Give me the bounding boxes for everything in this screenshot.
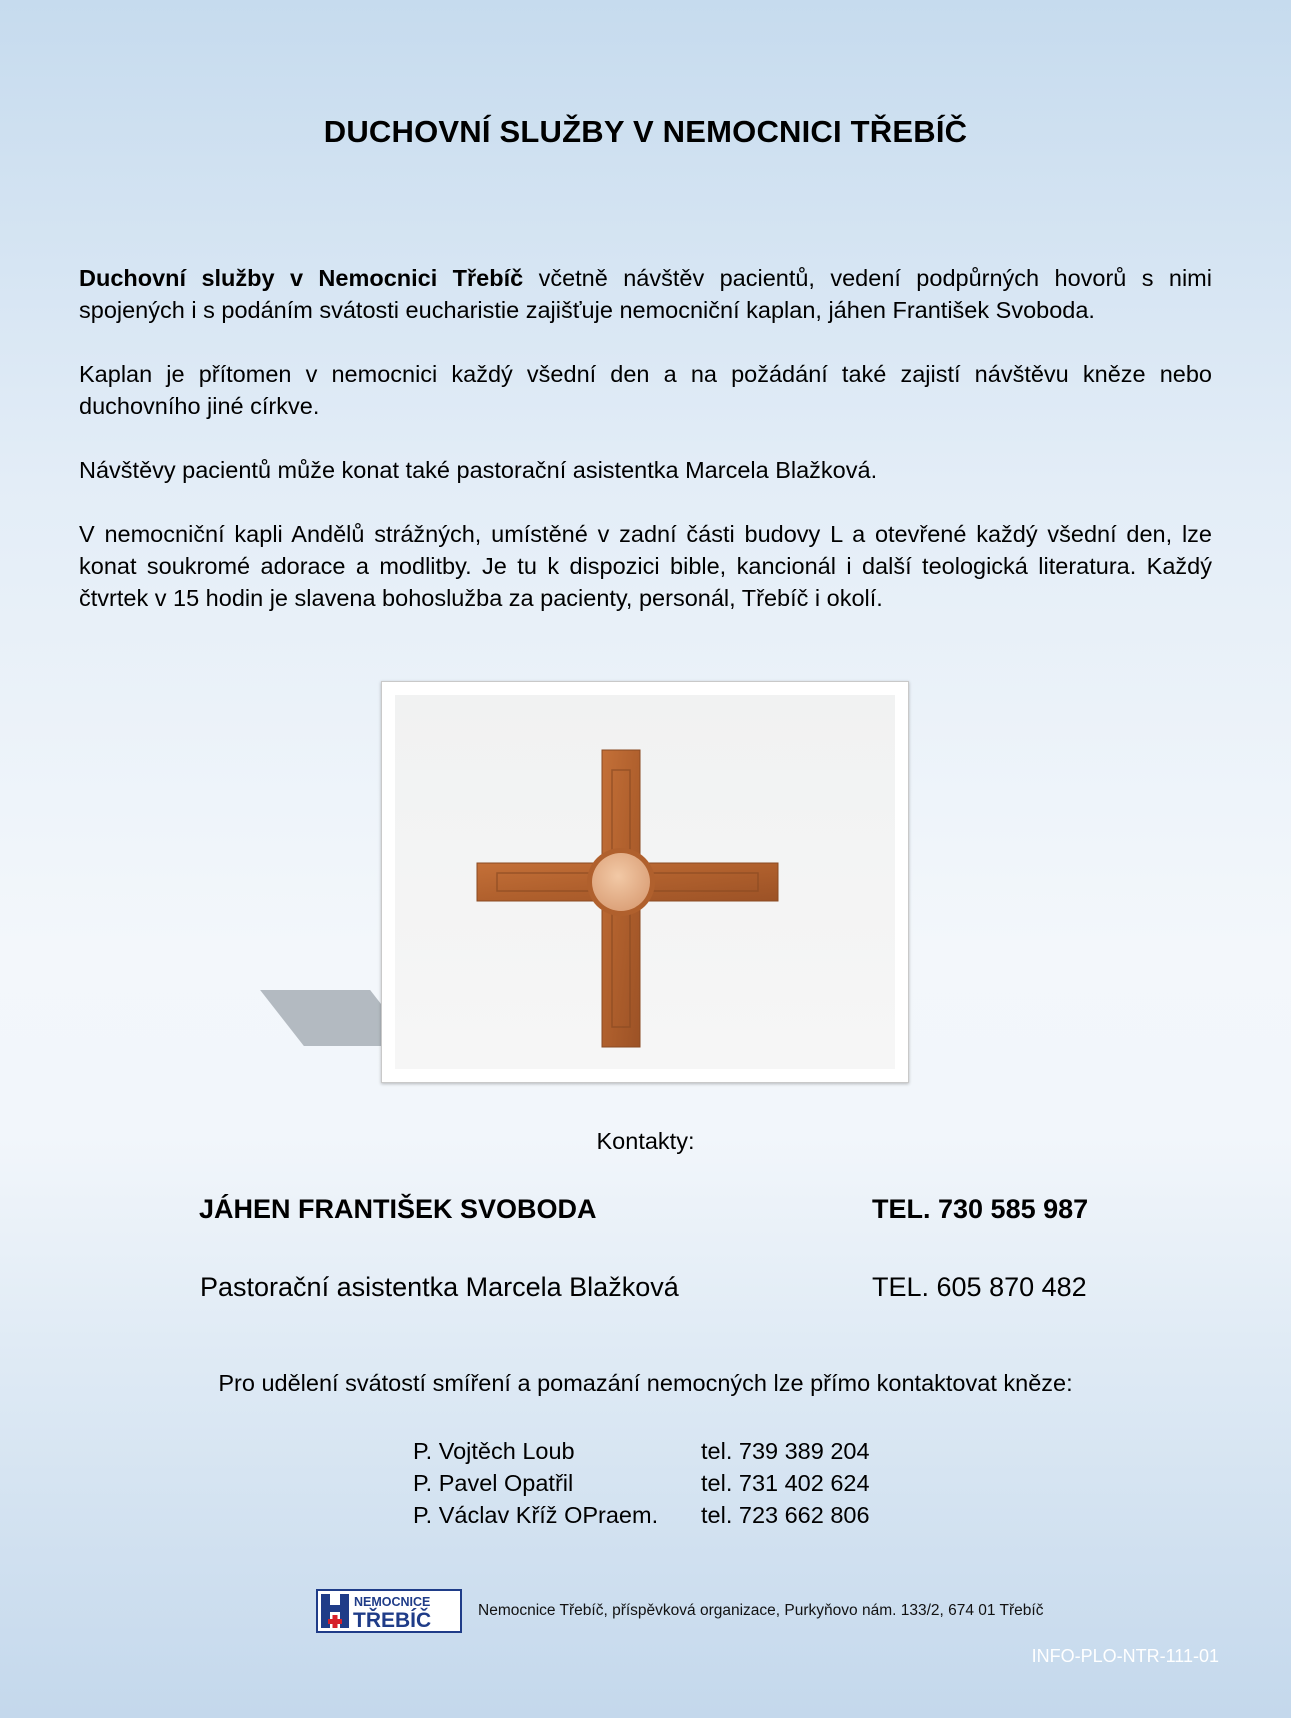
hospital-logo-mark-icon bbox=[318, 1591, 460, 1631]
intro-paragraph-4: V nemocniční kapli Andělů strážných, umístěné v zadní části budovy L a otevřené každý všední den, lze konat soukromé adorace a modlitby. Je tu k dispozici bible, kancionál i další teologická literatura. Každý čtvrtek v 15 hodin je slavena bohoslužba za pacienty, personál, Třebíč i okolí. bbox=[79, 521, 1212, 611]
contacts-label: Kontakty: bbox=[596, 1128, 695, 1154]
hospital-logo bbox=[316, 1589, 462, 1633]
priest-name: P. Václav Kříž OPraem. bbox=[413, 1502, 659, 1528]
assistant-name: Pastorační asistentka Marcela Blažková bbox=[200, 1272, 679, 1302]
priest-name: P. Pavel Opatřil bbox=[413, 1470, 574, 1496]
intro-bold-lead: Duchovní služby v Nemocnici Třebíč bbox=[79, 265, 524, 291]
priest-phone: tel. 731 402 624 bbox=[701, 1470, 870, 1496]
priest-name: P. Vojtěch Loub bbox=[413, 1438, 575, 1464]
intro-paragraph-3: Návštěvy pacientů může konat také pastorační asistentka Marcela Blažková. bbox=[79, 457, 878, 483]
priests-intro: Pro udělení svátostí smíření a pomazání nemocných lze přímo kontaktovat kněze: bbox=[218, 1370, 1073, 1396]
priest-phone: tel. 739 389 204 bbox=[701, 1438, 870, 1464]
page-title: DUCHOVNÍ SLUŽBY V NEMOCNICI TŘEBÍČ bbox=[323, 114, 968, 149]
cross-photo-image bbox=[395, 695, 895, 1069]
deacon-phone: TEL. 730 585 987 bbox=[872, 1194, 1089, 1224]
priest-phone: tel. 723 662 806 bbox=[701, 1502, 870, 1528]
svg-text:TŘEBÍČ: TŘEBÍČ bbox=[353, 1609, 432, 1631]
intro-paragraph-1-text: včetně návštěv pacientů, vedení podpůrných hovorů s nimi spojených i s podáním svátosti eucharistie zajišťuje nemocniční kaplan, jáhen František Svoboda. bbox=[79, 265, 1212, 323]
intro-paragraph-1 bbox=[79, 262, 1212, 326]
footer-address: Nemocnice Třebíč, příspěvková organizace, Purkyňovo nám. 133/2, 674 01 Třebíč bbox=[478, 1602, 1044, 1619]
document-id: INFO-PLO-NTR-111-01 bbox=[1031, 1646, 1219, 1666]
assistant-phone: TEL. 605 870 482 bbox=[872, 1272, 1087, 1302]
intro-paragraph-2: Kaplan je přítomen v nemocnici každý všední den a na požádání také zajistí návštěvu kněze nebo duchovního jiné církve. bbox=[79, 361, 1212, 419]
cross-photo bbox=[381, 681, 909, 1083]
wooden-cross-icon bbox=[395, 695, 895, 1069]
deacon-name: JÁHEN FRANTIŠEK SVOBODA bbox=[199, 1194, 597, 1224]
svg-text:NEMOCNICE: NEMOCNICE bbox=[354, 1595, 431, 1609]
